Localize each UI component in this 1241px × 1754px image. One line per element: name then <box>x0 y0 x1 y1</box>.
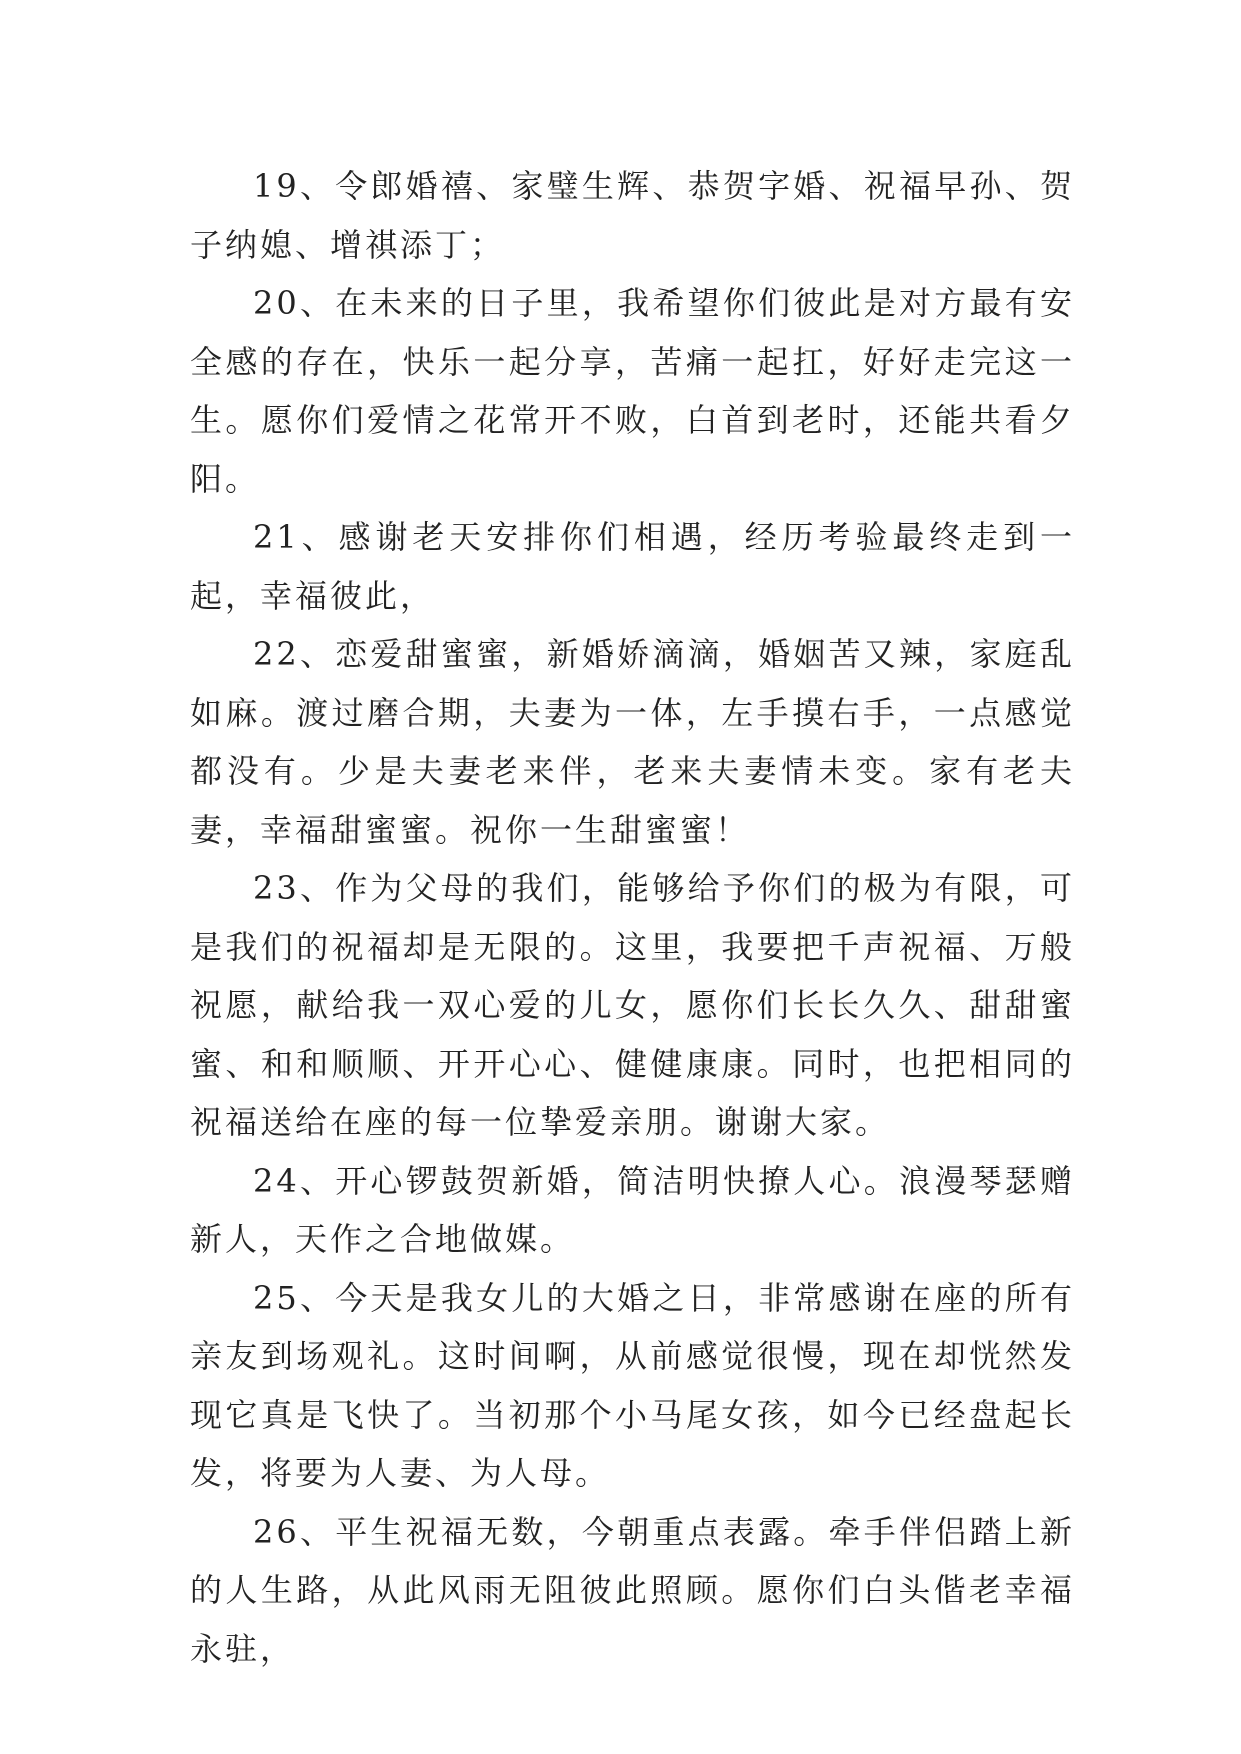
paragraph-19: 19、令郎婚禧、家璧生辉、恭贺字婚、祝福早孙、贺子纳媳、增祺添丁； <box>190 167 1075 264</box>
paragraph-25: 25、今天是我女儿的大婚之日，非常感谢在座的所有亲友到场观礼。这时间啊，从前感觉很慢，现在却恍然发现它真是飞快了。当初那个小马尾女孩，如今已经盘起长发，将要为人妻、为人母。 <box>190 1278 1075 1492</box>
paragraph-24: 24、开心锣鼓贺新婚，简洁明快撩人心。浪漫琴瑟赠新人，天作之合地做媒。 <box>190 1161 1075 1258</box>
paragraph-22: 22、恋爱甜蜜蜜，新婚娇滴滴，婚姻苦又辣，家庭乱如麻。渡过磨合期，夫妻为一体，左手摸右手，一点感觉都没有。少是夫妻老来伴，老来夫妻情未变。家有老夫妻，幸福甜蜜蜜。祝你一生甜蜜蜜！ <box>190 635 1075 849</box>
paragraph-23: 23、作为父母的我们，能够给予你们的极为有限，可是我们的祝福却是无限的。这里，我要把千声祝福、万般祝愿，献给我一双心爱的儿女，愿你们长长久久、甜甜蜜蜜、和和顺顺、开开心心、健健康康。同时，也把相同的祝福送给在座的每一位挚爱亲朋。谢谢大家。 <box>190 869 1075 1141</box>
document-body <box>190 157 1075 1678</box>
paragraph-26: 26、平生祝福无数，今朝重点表露。牵手伴侣踏上新的人生路，从此风雨无阻彼此照顾。愿你们白头偕老幸福永驻， <box>190 1512 1075 1668</box>
paragraph-21: 21、感谢老天安排你们相遇，经历考验最终走到一起，幸福彼此， <box>190 518 1075 615</box>
paragraph-20: 20、在未来的日子里，我希望你们彼此是对方最有安全感的存在，快乐一起分享，苦痛一起扛，好好走完这一生。愿你们爱情之花常开不败，白首到老时，还能共看夕阳。 <box>190 284 1075 498</box>
